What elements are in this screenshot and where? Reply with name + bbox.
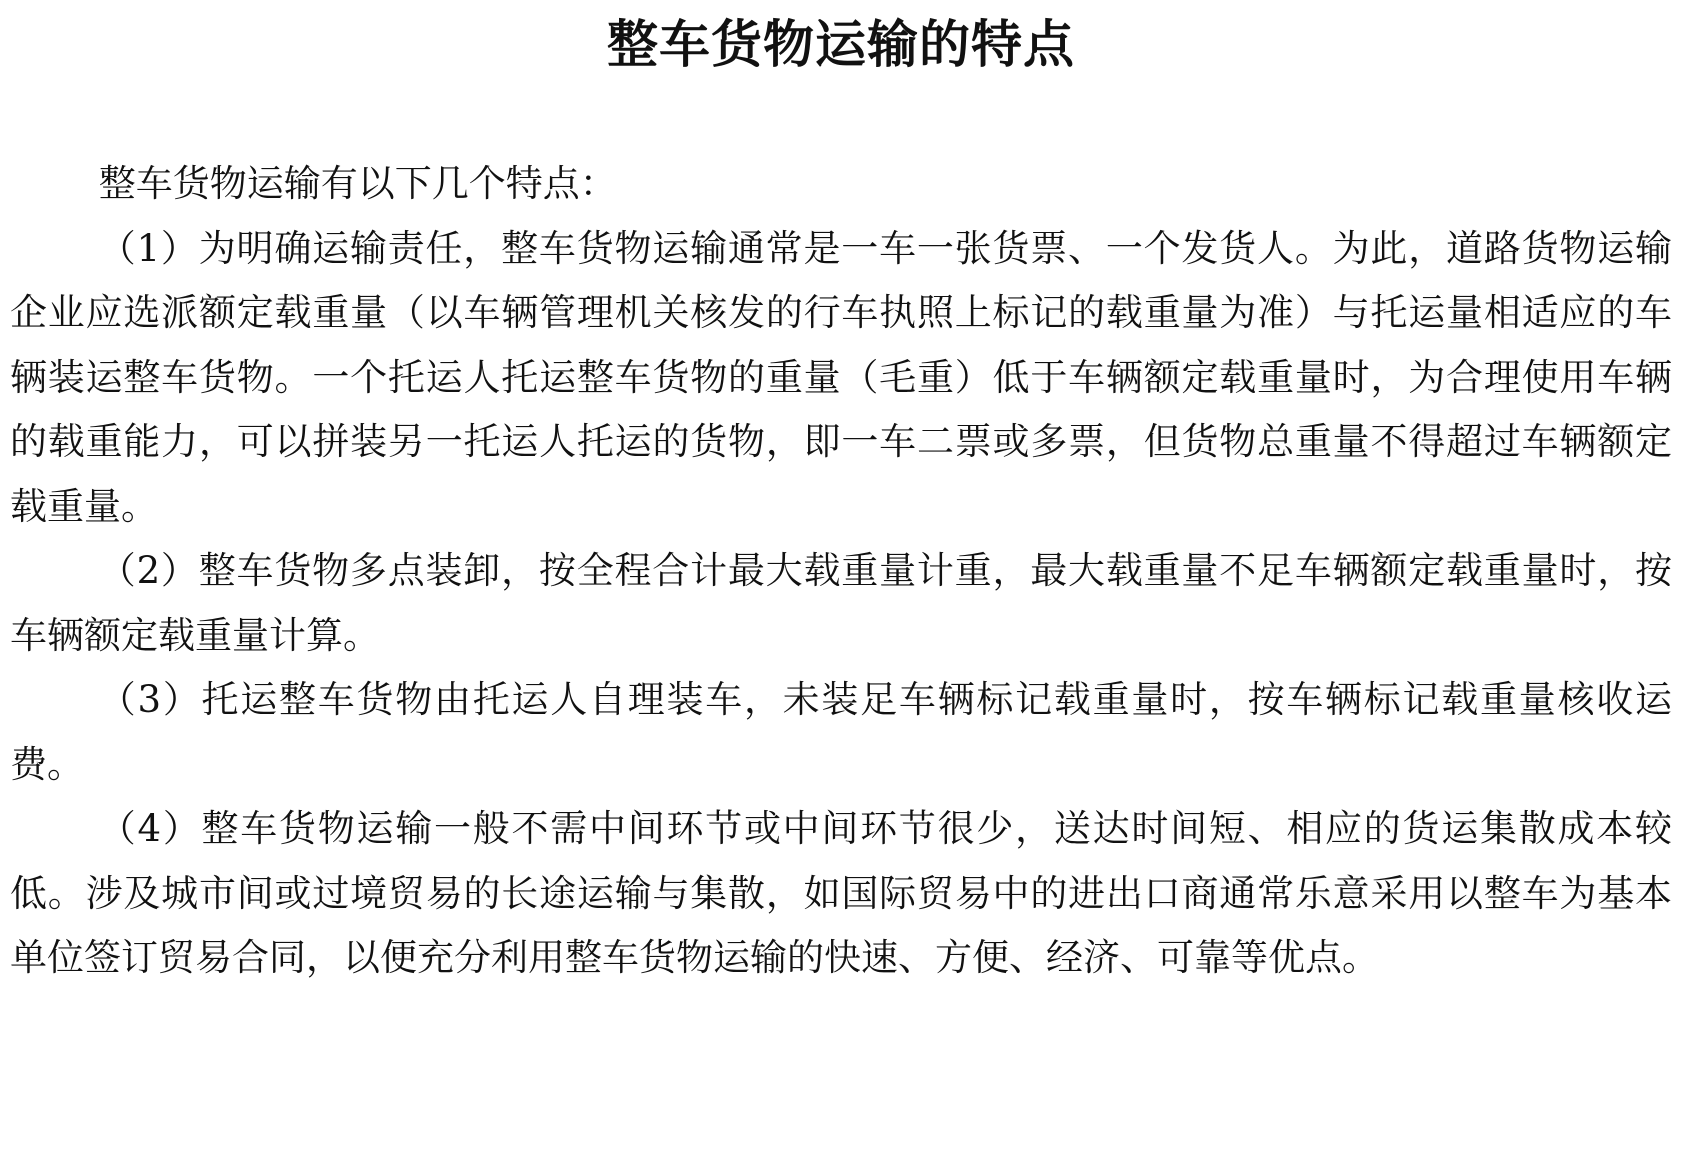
document-body <box>10 152 1672 991</box>
intro-paragraph: 整车货物运输有以下几个特点： <box>98 162 617 205</box>
paragraph-point-3: （3）托运整车货物由托运人自理装车，未装足车辆标记载重量时，按车辆标记载重量核收运费。 <box>10 678 1672 786</box>
document-page <box>10 0 1672 991</box>
paragraph-point-4: （4）整车货物运输一般不需中间环节或中间环节很少，送达时间短、相应的货运集散成本较低。涉及城市间或过境贸易的长途运输与集散，如国际贸易中的进出口商通常乐意采用以整车为基本单位签订贸易合同，以便充分利用整车货物运输的快速、方便、经济、可靠等优点。 <box>10 807 1672 979</box>
paragraph-point-1: （1）为明确运输责任，整车货物运输通常是一车一张货票、一个发货人。为此，道路货物运输企业应选派额定载重量（以车辆管理机关核发的行车执照上标记的载重量为准）与托运量相适应的车辆装运整车货物。一个托运人托运整车货物的重量（毛重）低于车辆额定载重量时，为合理使用车辆的载重能力，可以拼装另一托运人托运的货物，即一车二票或多票，但货物总重量不得超过车辆额定载重量。 <box>10 226 1672 528</box>
document-title: 整车货物运输的特点 <box>606 15 1075 75</box>
paragraph-point-2: （2）整车货物多点装卸，按全程合计最大载重量计重，最大载重量不足车辆额定载重量时，按车辆额定载重量计算。 <box>10 549 1672 657</box>
